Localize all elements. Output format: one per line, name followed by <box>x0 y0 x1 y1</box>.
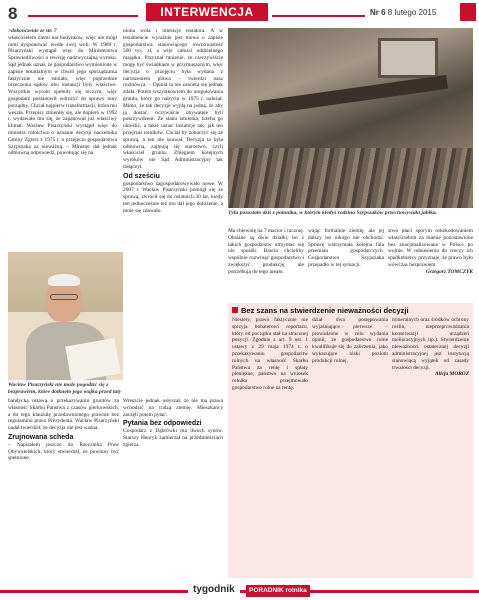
article-column-e <box>388 228 473 298</box>
photo-caption-top: Tylu pozostało dziś z pomnika, w którym kiedyś rodzina Szypszaków przechowywała jabłka. <box>228 210 438 216</box>
issue-date: 8 lutego 2015 <box>387 8 437 17</box>
sidebar-signature: Alicja MOROZ <box>435 371 469 378</box>
article-signature: Grzegorz TOMCZYK <box>425 268 473 275</box>
sidebar-text-2: dział dwa postępowania wyjaśniające pierwsze – prowadzone w celu wydania opinii, że gospodarstwo rolne kwalifikuje się do zaliczenia, jako wykazujące niski poziom produkcji rolnej. <box>312 317 388 364</box>
corner-mark <box>460 3 476 21</box>
article-text-g2: Gospodarz z Dąbrówki ma dwóch synów. Starszy Henryk zamierzał na przedmieściach zgierza. <box>123 428 223 448</box>
subheading-questions: Pytania bez odpowiedzi <box>123 420 202 428</box>
article-column-f <box>8 398 119 578</box>
photo-window <box>378 38 438 78</box>
article-text-a: właścicielem ziemi nai budynków, więc nie mógł nimi dysponować wedle swej woli. W 1989 r. Pisarzyński wystąpił więc do Ministerstwa Sprawiedliwości o rewizję nadzwyczajną wyroku. Sąd jednak uznał, że gospodarstwo wymienione w zapisie notarialnym w chwili jego sporządzania faktycznie nie istniało, więc poprzednie orzeczenia sądów obu instancji były właściwe. Wszystkie wyroki spełniły się niczym, więc gospodarz postanowił wdrożyć do sprawy inny porządny. Chciał najpierw transformacji, która mu weszła. Przepisy zmieniły się, ale dopiero w 1992 r. wydawało mu się, że zapanował już właściwy klimat. Wacław Pisarzyński wystąpił więc do ministra rolnictwa o uznanie decyzji naczelnika Gminy Zgierz z 1975 r. o przejęciu gospodarstwa Szypszaka za nieważną. – Minister dał jednak odmowną odpowiedź, powołując się na <box>8 34 117 157</box>
article-column-d <box>308 228 384 298</box>
issue-info <box>370 8 436 17</box>
publication-logo: tygodnik <box>188 584 240 598</box>
sidebar-box <box>228 303 473 578</box>
article-text-b: niona wola i interacje testatora. A w testamencie wyraźnie jest mowa o zapisie gospodarstwa stanowiącego równowartość 500 tys. zł, a więc całości oddzielnego majątku. Przyznał mnienie, że rzeczywiście mogę być świadkiem w przymuszonym, więc decyzja o przejęciu była wydana z naruszeniem prawa – twierdzi nasz rozmówca. – Opinia ta nie zawiera się jednak zdała. Potem wszystkowiem do uregulowania gruntu, który go nabyciu w 1975 r. należał. Mimo, że tak decyzje wyjdą na jedną, że aby ją dostać, oczywiście obywatele byli pokrzywdzeni. Ze stanu istnienia, trzeba go określić, a takie uznać instancje tak, jak ten przejrzał rolników. Chciał by zobaczyć się ze sprawą, a ten nie usuwał. Decyzja ta była odmowna, zajmują się starostwo, czyli właściciel gruntu. Zbiegiem kolejnych wyroków nie Sąd Administracyjny tak dołączył. <box>123 28 223 170</box>
sidebar-text-3: mineralnych oraz środków ochrony roślin, nieprzeprowadzania konserwacji urządzeń melioracyjnych itp.). Stwierdzenie nieważności ostatecznej decyzji administracyjnej jest instytucją stanowiącą wyjątek od zasady trwałości decyzji. <box>392 317 469 371</box>
article-text-e: stwo płaci sporym odszkodowaniem właścicielom za mienie pozostawione bez znacjonalizowane w Polsce po wojnie. W odniesieniu do rzeczy ich spadkobiercy przyznaje, że prawo było wówczas bezprawiem. <box>388 228 473 268</box>
sidebar-title-text: Bez szans na stwierdzenie nieważności decyzji <box>241 306 409 315</box>
photo-portrait <box>8 252 123 380</box>
photo-document <box>65 338 120 380</box>
subheading-bottom: Zrujnowana scheda <box>8 433 74 441</box>
sidebar-column-1 <box>232 317 308 572</box>
article-text-d: wając formalnie ziemię, ale jej dalszy los nikogo nie obchodzi. Sprawę wstrzymała kolejna fala przemian gospodarczych. Gospodarstwo Szypszaka przepadło w tej sytuacji. <box>308 228 384 268</box>
subheading-top: Od sześciu <box>123 172 160 180</box>
header-rule-right <box>272 15 365 17</box>
page-header <box>0 0 479 30</box>
photo-beam <box>258 75 448 115</box>
sidebar-text-1: Niestety, prawo faktycznie nie sprzyja bohaterowi reportażu, który od początku stał na straconej pozycji. Zgodnie z art. 9 ust. 1 ustawy z 29 maja 1974 r. o przekazywaniu gospodarstw rolnych na własność Skarbu Państwa za rentę i spłaty pieniężne, państwo na wniosek rolnika przejmowało gospodarstwo rolne za rentę. <box>232 317 308 391</box>
publication-badge: PORADNIK rolnika <box>246 585 310 597</box>
sidebar-column-3 <box>392 317 469 572</box>
square-bullet-icon <box>232 307 238 313</box>
article-text-c: Ma chlewnię na 7 macior i tucznię. Obsiane są dwie działki, bo z takich gospodarstw utrzymać się nie sposób. Bracia chcieliby wspólnie rozwinąć gospodarstwo i zwiększyć produkcję, ale potrzebują do tego areału. <box>228 228 304 275</box>
photo-rubble <box>228 148 473 208</box>
article-text-f2: – Napisałem jeszcze do Rzecznika Praw Obywatelskich, który stwierdził, że powinny być spełnione. <box>8 441 119 462</box>
section-tag: INTERWENCJA <box>146 3 268 21</box>
sidebar-column-2 <box>312 317 388 572</box>
header-rule-left <box>28 15 138 17</box>
article-column-g <box>123 398 223 578</box>
page-number: 8 <box>8 4 18 23</box>
sidebar-title <box>232 306 469 315</box>
article-column-b <box>123 28 223 288</box>
article-text-f: bandycką ustawą o przekazywaniu gruntów za własność Skarbu Państwa z czasów gierkowskich, a do tego klauzulę przedawnionego prawnie bez regulaminu przez Prezydenta. Wacław Pisarzyński nadal twierdził, że decyzja nie jest ważna. <box>8 398 119 432</box>
page-footer <box>0 584 479 600</box>
issue-number: Nr 6 <box>370 8 386 17</box>
photo-caption-left: Wacław Pisarzyński nie może pogodzić się z bezprawiem, które dotknęło jego wujka przed laty <box>8 382 122 395</box>
continuation-note: >dokończenie ze str. 7 <box>8 28 57 34</box>
article-text-g: Wreszcie jednak usłyszał, że nie ma prawa wchodzić na cudzą ziemię. Mieszkańcy zaczęli potem pytać. <box>123 398 223 418</box>
article-text-b2: gospodarstwo zagospodarowywało nowe. W 2007 r. Wacław Pisarzyński pomógł się ze sprawą, zwrócił się do ostatnich 30 lat, kiedy ten jednocześnie też mu dał jego dołożenie, a mnie się zdawało. <box>123 180 223 214</box>
photo-ruined-building <box>228 28 473 208</box>
article-column-c <box>228 228 304 298</box>
photo-glasses <box>50 294 78 300</box>
photo-hair <box>48 274 80 286</box>
